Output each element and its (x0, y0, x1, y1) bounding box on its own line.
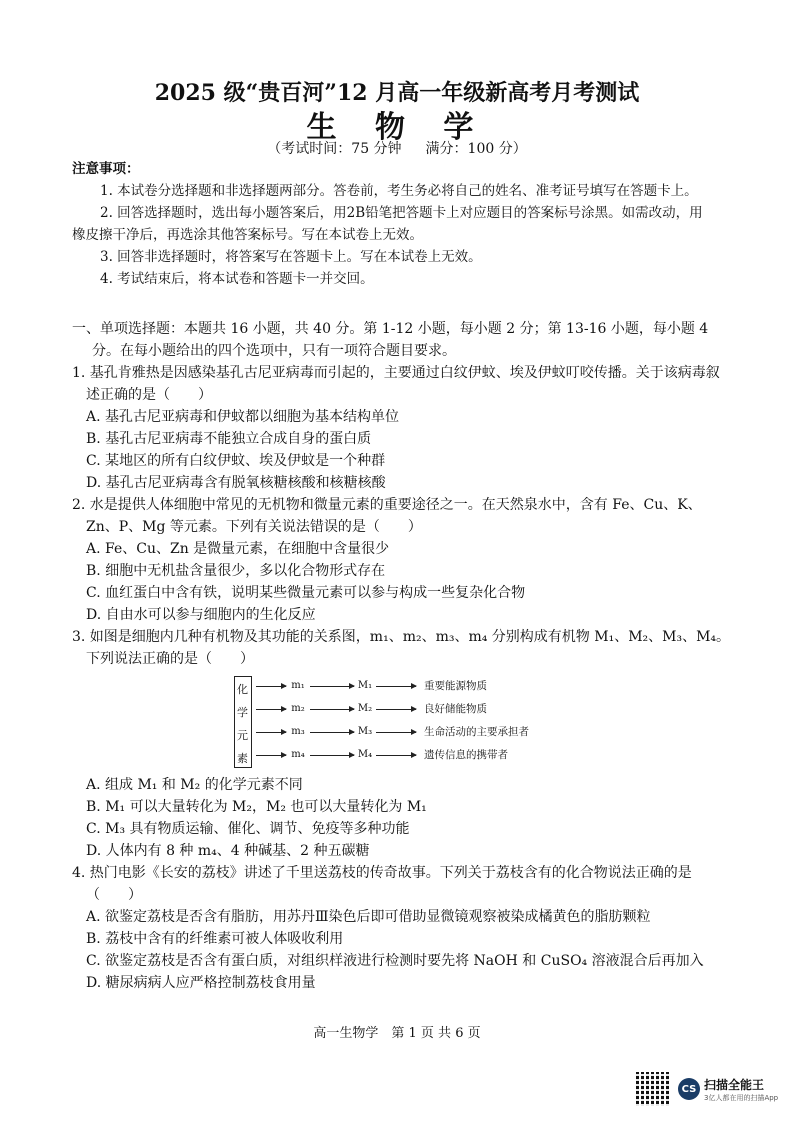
option-b: B. 细胞中无机盐含量很少，多以化合物形式存在 (86, 563, 386, 579)
question-4 (72, 862, 732, 994)
box-char: 学 (237, 706, 248, 719)
option-d: D. 基孔古尼亚病毒含有脱氧核糖核酸和核糖核酸 (86, 475, 386, 491)
option-b: B. M₁ 可以大量转化为 M₂，M₂ 也可以大量转化为 M₁ (86, 799, 427, 815)
arrow-icon (376, 732, 416, 733)
option-b: B. 基孔古尼亚病毒不能独立合成自身的蛋白质 (86, 431, 372, 447)
question-1 (72, 362, 732, 494)
notice-heading: 注意事项： (72, 161, 140, 177)
option-d: D. 人体内有 8 种 m₄、4 种碱基、2 种五碳糖 (86, 843, 370, 859)
box-char: 化 (237, 683, 248, 696)
arrow-icon (256, 732, 286, 733)
option-a: A. 欲鉴定荔枝是否含有脂肪，用苏丹Ⅲ染色后即可借助显微镜观察被染成橘黄色的脂肪颗粒 (86, 909, 651, 925)
question-stem: 2. 水是提供人体细胞中常见的无机物和微量元素的重要途径之一。在天然泉水中，含有 Fe、Cu、K、Zn、P、Mg 等元素。下列有关说法错误的是（ ） (72, 497, 702, 535)
function-label: 遗传信息的携带者 (424, 749, 508, 761)
question-2 (72, 494, 732, 626)
question-3 (72, 626, 732, 862)
arrow-icon (376, 686, 416, 687)
arrow-icon (310, 755, 354, 756)
camscanner-logo: CS (678, 1078, 700, 1100)
function-label: 生命活动的主要承担者 (424, 726, 529, 738)
arrow-icon (310, 686, 354, 687)
scanner-watermark (636, 1072, 778, 1106)
polymer-label: M₁ (357, 680, 373, 691)
question-stem: 3. 如图是细胞内几种有机物及其功能的关系图，m₁、m₂、m₃、m₄ 分别构成有机物 M₁、M₂、M₃、M₄。下列说法正确的是（ ） (72, 629, 731, 667)
question-stem: 1. 基孔肯雅热是因感染基孔古尼亚病毒而引起的，主要通过白纹伊蚊、埃及伊蚊叮咬传播。关于该病毒叙述正确的是（ ） (72, 365, 720, 403)
box-char: 元 (237, 729, 248, 742)
option-b: B. 荔枝中含有的纤维素可被人体吸收利用 (86, 931, 344, 947)
function-label: 良好储能物质 (424, 703, 487, 715)
box-char: 素 (237, 752, 248, 765)
diagram-row (256, 679, 487, 693)
option-d: D. 自由水可以参与细胞内的生化反应 (86, 607, 316, 623)
section-single-choice (72, 318, 732, 994)
watermark-name: 扫描全能王 (704, 1077, 765, 1092)
chemical-element-box (234, 676, 252, 768)
arrow-icon (376, 755, 416, 756)
arrow-icon (376, 709, 416, 710)
arrow-icon (310, 709, 354, 710)
watermark-sub: 3亿人都在用的扫描App (704, 1093, 779, 1102)
polymer-label: M₂ (357, 703, 373, 714)
monomer-label: m₁ (291, 680, 305, 691)
diagram-row (256, 748, 508, 762)
exam-score: 满分：100 分） (425, 141, 527, 157)
watermark-text (704, 1076, 778, 1103)
option-c: C. M₃ 具有物质运输、催化、调节、免疫等多种功能 (86, 821, 410, 837)
option-c: C. 血红蛋白中含有铁，说明某些微量元素可以参与构成一些复杂化合物 (86, 585, 526, 601)
organic-compound-diagram (234, 676, 554, 768)
option-a: A. 组成 M₁ 和 M₂ 的化学元素不同 (86, 777, 303, 793)
notice-section (72, 158, 712, 290)
exam-info (0, 138, 794, 158)
option-c: C. 欲鉴定荔枝是否含有蛋白质，对组织样液进行检测时要先将 NaOH 和 CuSO₄ 溶液混合后再加入 (86, 953, 704, 969)
arrow-icon (310, 732, 354, 733)
notice-item: 2. 回答选择题时，选出每小题答案后，用2B铅笔把答题卡上对应题目的答案标号涂黑。如需改动，用橡皮擦干净后，再选涂其他答案标号。写在本试卷上无效。 (72, 205, 703, 243)
question-stem: 4. 热门电影《长安的荔枝》讲述了千里送荔枝的传奇故事。下列关于荔枝含有的化合物说法正确的是（ ） (72, 865, 692, 903)
monomer-label: m₃ (291, 726, 305, 737)
notice-item: 1. 本试卷分选择题和非选择题两部分。答卷前，考生务必将自己的姓名、准考证号填写在答题卡上。 (100, 183, 698, 199)
qr-code-icon (636, 1072, 670, 1106)
function-label: 重要能源物质 (424, 680, 487, 692)
exam-title: 2025 级“贵百河”12 月高一年级新高考月考测试 (154, 80, 640, 106)
monomer-label: m₂ (291, 703, 305, 714)
arrow-icon (256, 709, 286, 710)
exam-time: （考试时间：75 分钟 (267, 141, 402, 157)
polymer-label: M₃ (357, 726, 373, 737)
option-a: A. Fe、Cu、Zn 是微量元素，在细胞中含量很少 (86, 541, 390, 557)
monomer-label: m₄ (291, 749, 305, 760)
arrow-icon (256, 755, 286, 756)
diagram-row (256, 725, 529, 739)
page-footer: 高一生物学 第 1 页 共 6 页 (313, 1026, 481, 1041)
notice-item: 3. 回答非选择题时，将答案写在答题卡上。写在本试卷上无效。 (100, 249, 482, 265)
section-intro: 一、单项选择题：本题共 16 小题，共 40 分。第 1-12 小题，每小题 2 分；第 13-16 小题，每小题 4 分。在每小题给出的四个选项中，只有一项符合题目要求。 (72, 321, 709, 359)
subject-title: 生 物 学 (306, 110, 488, 145)
polymer-label: M₄ (357, 749, 373, 760)
option-d: D. 糖尿病病人应严格控制荔枝食用量 (86, 975, 316, 991)
diagram-row (256, 702, 487, 716)
option-a: A. 基孔古尼亚病毒和伊蚊都以细胞为基本结构单位 (86, 409, 400, 425)
option-c: C. 某地区的所有白纹伊蚊、埃及伊蚊是一个种群 (86, 453, 386, 469)
notice-item: 4. 考试结束后，将本试卷和答题卡一并交回。 (100, 271, 374, 287)
arrow-icon (256, 686, 286, 687)
